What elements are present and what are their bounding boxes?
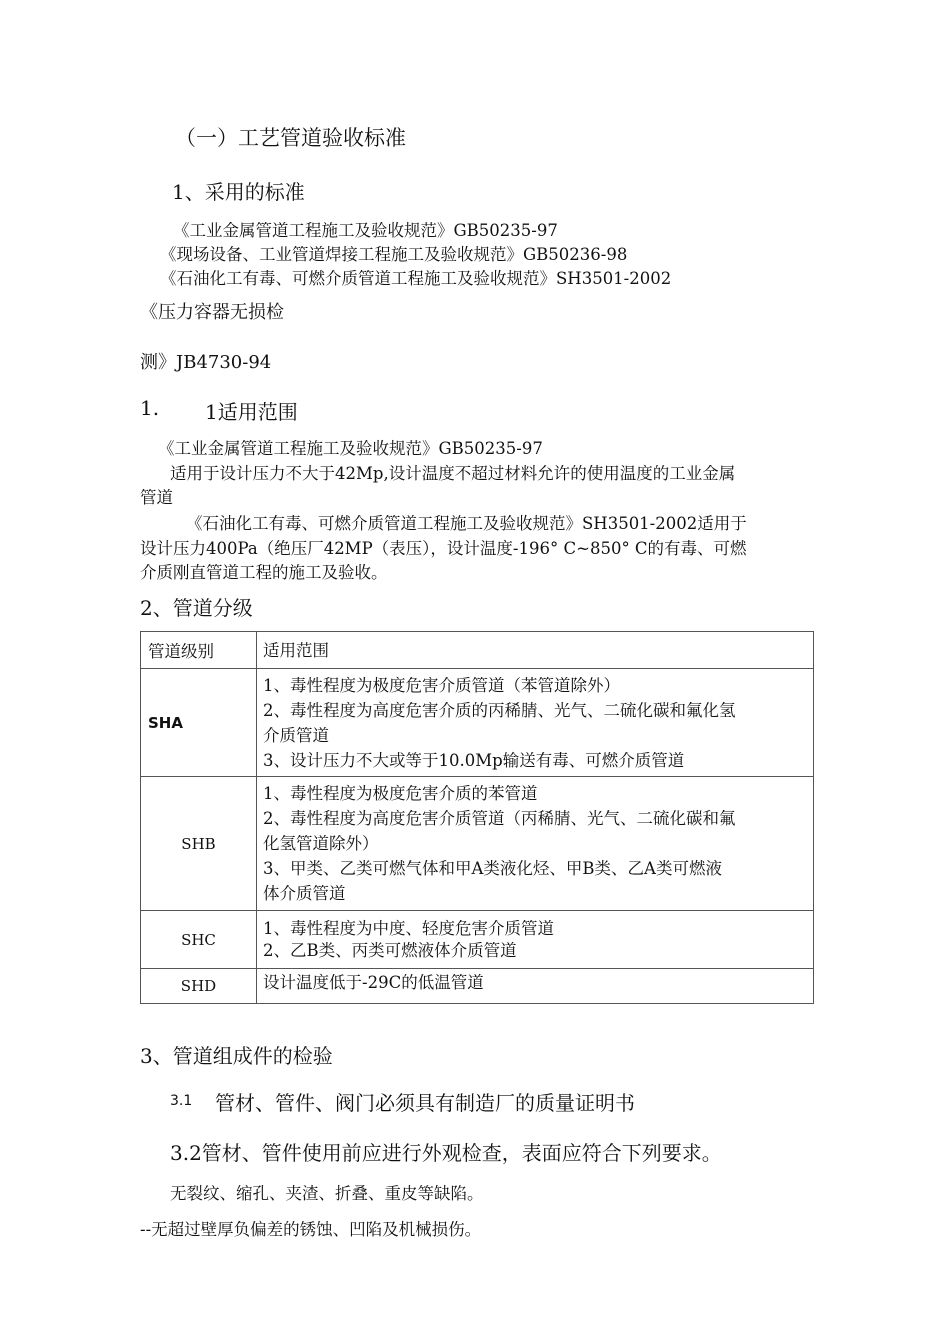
grade-level: SHB [141, 777, 257, 911]
clause-3-1-number: 3.1 [170, 1093, 193, 1109]
grade-scope-line: 3、甲类、乙类可燃气体和甲A类液化烃、甲B类、乙A类可燃液 [263, 859, 722, 878]
grade-scope-line: 1、毒性程度为极度危害介质管道（苯管道除外） [263, 675, 620, 695]
pipe-grading-table [140, 631, 814, 1004]
grade-scope-line: 设计温度低于-29C的低温管道 [263, 973, 484, 992]
scope-std1: 《工业金属管道工程施工及验收规范》GB50235-97 [158, 439, 543, 458]
standard-item-pressure-l2: 测》JB4730-94 [140, 352, 272, 373]
grade-scope-line: 2、毒性程度为高度危害介质的丙稀腈、光气、二硫化碳和氟化氢 [263, 700, 736, 720]
table-row [141, 969, 814, 1004]
clause-3-1-text: 管材、管件、阀门必须具有制造厂的质量证明书 [215, 1091, 635, 1115]
standard-item: 《石油化工有毒、可燃介质管道工程施工及验收规范》SH3501-2002 [160, 269, 672, 288]
grade-scope [257, 777, 814, 911]
scope-heading: 1适用范围 [205, 400, 298, 424]
grade-scope-line: 1、毒性程度为极度危害介质的苯管道 [263, 784, 538, 803]
requirement-item: 无裂纹、缩孔、夹渣、折叠、重皮等缺陷。 [170, 1184, 484, 1203]
standard-item-pressure-l1: 《压力容器无损检 [140, 302, 284, 323]
grade-scope-line: 体介质管道 [263, 884, 346, 903]
table-header-level: 管道级别 [141, 632, 257, 669]
grade-scope-line: 2、乙B类、丙类可燃液体介质管道 [263, 940, 517, 960]
grade-scope-line: 介质管道 [263, 725, 329, 745]
requirement-item: --无超过壁厚负偏差的锈蚀、凹陷及机械损伤。 [140, 1220, 482, 1239]
standard-item: 《工业金属管道工程施工及验收规范》GB50235-97 [173, 221, 558, 240]
table-header-row [141, 632, 814, 669]
standards-heading: 1、采用的标准 [172, 180, 305, 204]
grading-heading: 2、管道分级 [140, 596, 253, 620]
grade-scope-line: 3、设计压力不大或等于10.0Mp输送有毒、可燃介质管道 [263, 750, 685, 770]
grade-scope-line: 化氢管道除外） [263, 834, 379, 853]
scope-std2: 介质刚直管道工程的施工及验收。 [140, 563, 388, 582]
table-row [141, 911, 814, 969]
grade-scope-line: 1、毒性程度为中度、轻度危害介质管道 [263, 918, 554, 938]
scope-std2: 设计压力400Pa（绝压厂42MP（表压），设计温度-196° C~850° C的有毒、可燃 [140, 539, 747, 558]
inspection-heading: 3、管道组成件的检验 [140, 1044, 333, 1068]
table-row [141, 777, 814, 911]
table-row [141, 669, 814, 777]
scope-std2: 《石油化工有毒、可燃介质管道工程施工及验收规范》SH3501-2002适用于 [186, 514, 747, 533]
grade-scope [257, 969, 814, 1004]
grade-level: SHA [141, 669, 257, 777]
clause-3-2: 3.2管材、管件使用前应进行外观检查，表面应符合下列要求。 [170, 1141, 722, 1165]
standard-item: 《现场设备、工业管道焊接工程施工及验收规范》GB50236-98 [160, 245, 628, 264]
grade-scope [257, 911, 814, 969]
grade-scope-line: 2、毒性程度为高度危害介质管道（丙稀腈、光气、二硫化碳和氟 [263, 809, 736, 828]
table-header-scope: 适用范围 [257, 632, 814, 669]
section-title: （一）工艺管道验收标准 [175, 126, 406, 150]
scope-heading-number: 1. [140, 396, 160, 420]
grade-level: SHD [141, 969, 257, 1004]
scope-std1-desc: 适用于设计压力不大于42Mp,设计温度不超过材料允许的使用温度的工业金属 [170, 464, 736, 483]
grade-level: SHC [141, 911, 257, 969]
grade-scope [257, 669, 814, 777]
scope-std1-desc: 管道 [140, 488, 173, 507]
